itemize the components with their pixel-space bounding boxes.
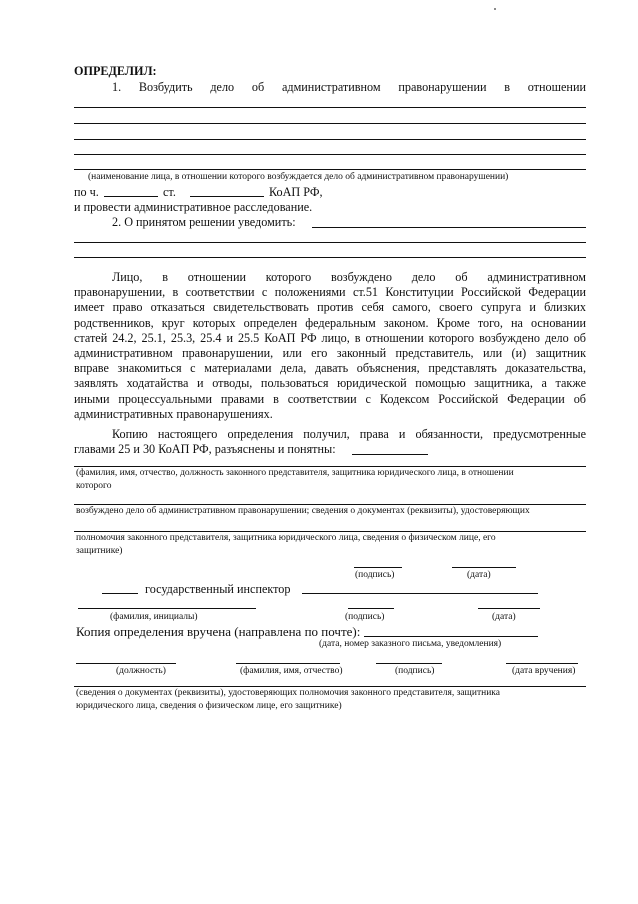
- fill-line[interactable]: [74, 686, 586, 687]
- rights-line: вправе знакомиться с материалами дела, давать объяснения, представлять доказательства,: [74, 361, 586, 376]
- position-field[interactable]: [76, 663, 176, 664]
- caption-person: (наименование лица, в отношении которого возбуждается дело об административном правонарушении): [88, 172, 509, 182]
- item2-text: 2. О принятом решении уведомить:: [112, 215, 296, 229]
- name-field[interactable]: [78, 608, 256, 609]
- article-part-field[interactable]: [104, 196, 158, 197]
- fill-line[interactable]: [74, 139, 586, 140]
- article-field[interactable]: [190, 196, 264, 197]
- fill-line[interactable]: [74, 466, 586, 467]
- sign2-name-caption: (фамилия, инициалы): [110, 612, 198, 622]
- signature-field[interactable]: [376, 663, 442, 664]
- date-field[interactable]: [478, 608, 540, 609]
- inspector-prefix-field[interactable]: [102, 593, 138, 594]
- rights-line: статей 24.2, 25.1, 25.3, 25.4 и 25.5 КоАП РФ лицо, в отношении которого возбуждено дело об: [74, 330, 586, 345]
- item1-word: дело: [210, 80, 235, 94]
- sign2-signature-caption: (подпись): [345, 612, 385, 622]
- rights-line: имеет право отказаться свидетельствовать против себя самого, своего супруга и близких: [74, 300, 586, 315]
- item1-word: в: [504, 80, 510, 94]
- rights-line: правонарушении, в соответствии с положениями ст.51 Конституции Российской Федерации: [74, 285, 586, 300]
- heading-opredelil: ОПРЕДЕЛИЛ:: [74, 64, 157, 78]
- rights-line: административном правонарушении, или его законный представитель, или (и) защитник: [74, 346, 586, 361]
- fill-line[interactable]: [74, 123, 586, 124]
- item1-word: правонарушении: [398, 80, 487, 94]
- notify-field[interactable]: [312, 227, 586, 228]
- inspector-name-field[interactable]: [302, 593, 538, 594]
- rights-line: административных правонарушениях.: [74, 406, 273, 421]
- investigation-text: и провести административное расследование.: [74, 200, 313, 214]
- item1-word: Возбудить: [138, 80, 193, 94]
- date-field[interactable]: [452, 567, 516, 568]
- copy-line: главами 25 и 30 КоАП РФ, разъяснены и понятны:: [74, 442, 336, 457]
- signature-field[interactable]: [348, 608, 394, 609]
- sign1-signature-caption: (подпись): [355, 570, 395, 580]
- copy-signature-field[interactable]: [352, 454, 428, 455]
- caption-powers: полномочия законного представителя, защитника юридического лица, сведения о физическом лице, его: [76, 533, 496, 543]
- item1-row: [112, 80, 586, 95]
- fill-line[interactable]: [74, 504, 586, 505]
- sign2-date-caption: (дата): [492, 612, 516, 622]
- rights-line: заявлять ходатайства и отводы, пользоваться юридической помощью защитника, а также: [74, 376, 586, 391]
- signature-field[interactable]: [354, 567, 402, 568]
- caption-docs: возбуждено дело об административном правонарушении; сведения о документах (реквизиты), удостоверяющих: [76, 506, 530, 516]
- name-field[interactable]: [236, 663, 340, 664]
- code-label: КоАП РФ,: [269, 185, 323, 199]
- item1-number: 1.: [112, 80, 122, 94]
- sign3-date-caption: (дата вручения): [512, 666, 576, 676]
- rights-line: Лицо, в отношении которого возбуждено дело об административном: [112, 270, 586, 284]
- article-part-label: по ч.: [74, 185, 99, 199]
- delivery-field[interactable]: [364, 636, 538, 637]
- sign3-position-caption: (должность): [116, 666, 166, 676]
- fill-line[interactable]: [74, 154, 586, 155]
- sign3-signature-caption: (подпись): [395, 666, 435, 676]
- final-caption: юридического лица, сведения о физическом лице, его защитнике): [76, 701, 342, 711]
- rights-paragraph: [74, 270, 586, 422]
- caption-fio: которого: [76, 481, 112, 491]
- delivery-caption: (дата, номер заказного письма, уведомления): [319, 639, 502, 649]
- rights-line: иными процессуальными правами в соответствии с Кодексом Российской Федерации об: [74, 391, 586, 406]
- fill-line[interactable]: [74, 242, 586, 243]
- item1-word: отношении: [527, 80, 586, 94]
- sign1-date-caption: (дата): [467, 570, 491, 580]
- caption-fio: (фамилия, имя, отчество, должность законного представителя, защитника юридического лица, в отношении: [76, 468, 514, 478]
- article-label: ст.: [163, 185, 176, 199]
- sign3-name-caption: (фамилия, имя, отчество): [240, 666, 343, 676]
- fill-line[interactable]: [74, 257, 586, 258]
- delivery-label: Копия определения вручена (направлена по почте):: [76, 624, 361, 639]
- inspector-label: государственный инспектор: [145, 582, 291, 596]
- final-caption: (сведения о документах (реквизиты), удостоверяющих полномочия законного представителя, защитника: [76, 688, 500, 698]
- delivery-date-field[interactable]: [506, 663, 578, 664]
- item1-word: об: [251, 80, 265, 94]
- fill-line[interactable]: [74, 531, 586, 532]
- item1-word: административном: [281, 80, 381, 94]
- rights-line: родственников, круг которых определен федеральным законом. Кроме того, на основании: [74, 315, 586, 330]
- fill-line[interactable]: [74, 107, 586, 108]
- fill-line[interactable]: [74, 169, 586, 170]
- scan-speck: [494, 8, 496, 10]
- copy-paragraph: [74, 427, 586, 457]
- caption-powers: защитнике): [76, 546, 123, 556]
- copy-line: Копию настоящего определения получил, права и обязанности, предусмотренные: [112, 427, 586, 441]
